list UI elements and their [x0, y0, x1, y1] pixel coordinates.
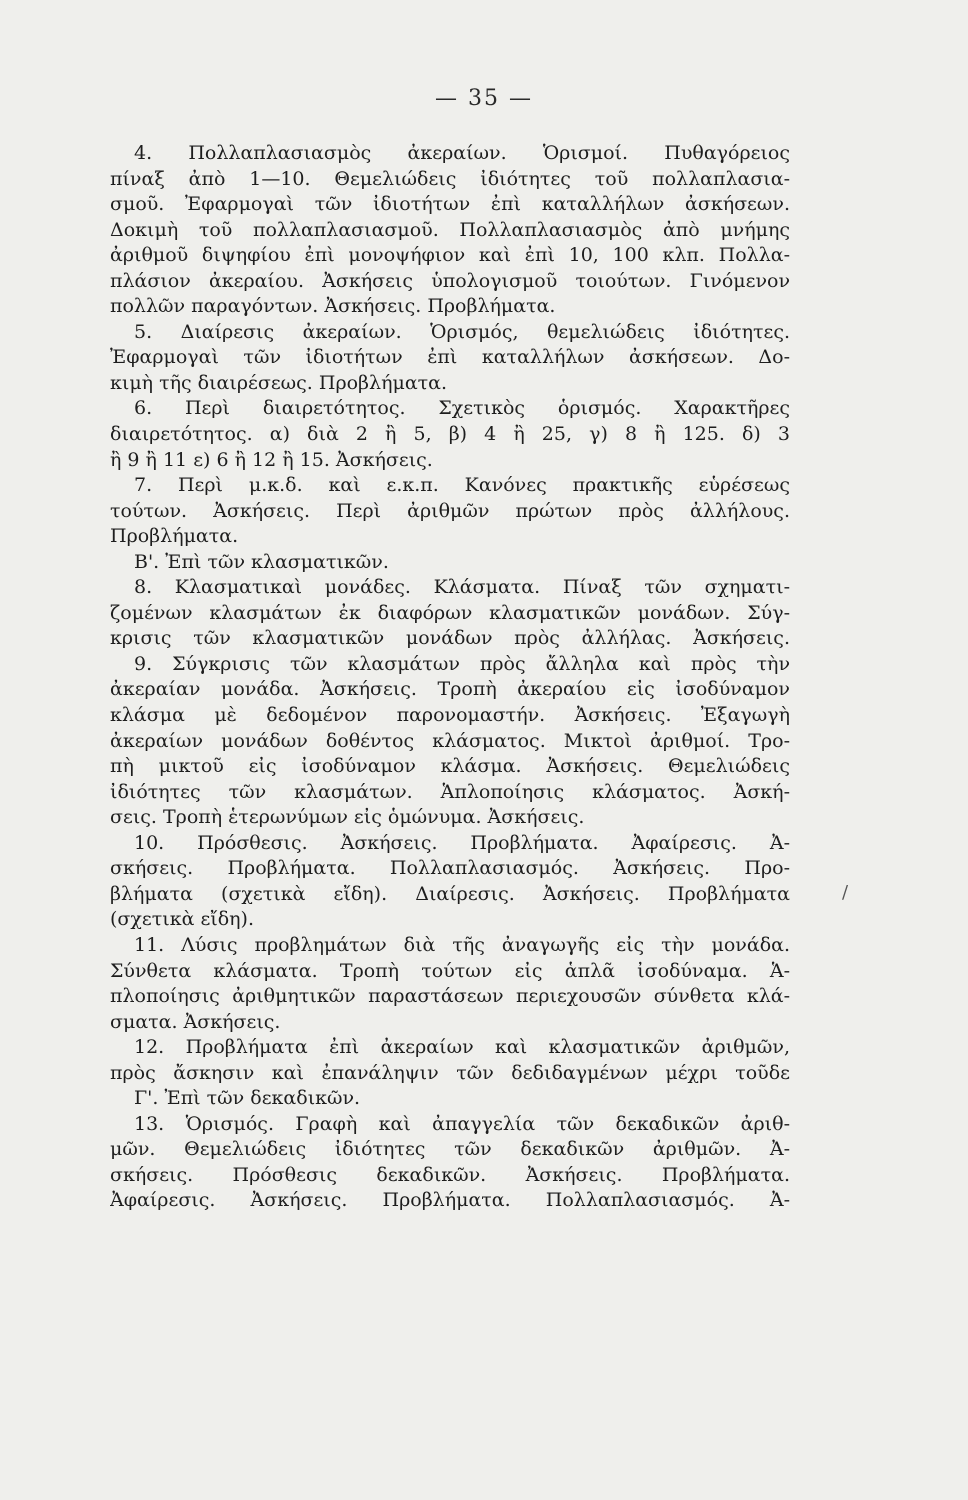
text-line: Προβλήματα.: [110, 525, 239, 548]
text-line: πλοποίησις ἀριθμητικῶν παραστάσεων περιεχουσῶν σύνθετα κλά-: [110, 985, 790, 1008]
text-line: 10. Πρόσθεσις. Ἀσκήσεις. Προβλήματα. Ἀφαίρεσις. Ἀ-: [134, 831, 790, 854]
text-line: πολλῶν παραγόντων. Ἀσκήσεις. Προβλήματα.: [110, 295, 556, 318]
margin-mark: /: [842, 882, 849, 903]
text-line: 8. Κλασματικαὶ μονάδες. Κλάσματα. Πίναξ τῶν σχηματι-: [134, 576, 790, 599]
text-line: 13. Ὁρισμός. Γραφὴ καὶ ἀπαγγελία τῶν δεκαδικῶν ἀριθ-: [134, 1112, 790, 1135]
text-line: Β'. Ἐπὶ τῶν κλασματικῶν.: [134, 550, 389, 573]
text-line: κρισις τῶν κλασματικῶν μονάδων πρὸς ἀλλήλας. Ἀσκήσεις.: [110, 627, 790, 650]
text-line: μῶν. Θεμελιώδεις ἰδιότητες τῶν δεκαδικῶν ἀριθμῶν. Ἀ-: [110, 1138, 790, 1161]
text-line: ἀκεραίαν μονάδα. Ἀσκήσεις. Τροπὴ ἀκεραίου εἰς ἰσοδύναμον: [110, 678, 790, 701]
text-line: πὴ μικτοῦ εἰς ἰσοδύναμον κλάσμα. Ἀσκήσεις. Θεμελιώδεις: [110, 755, 790, 778]
text-line: Γ'. Ἐπὶ τῶν δεκαδικῶν.: [134, 1087, 361, 1110]
text-line: ἰδιότητες τῶν κλασμάτων. Ἁπλοποίησις κλάσματος. Ἀσκή-: [110, 780, 790, 803]
text-line: ἢ 9 ἢ 11 ε) 6 ἢ 12 ἢ 15. Ἀσκήσεις.: [110, 448, 433, 471]
text-line: ἀριθμοῦ διψηφίου ἐπὶ μονοψήφιον καὶ ἐπὶ 10, 100 κλπ. Πολλα-: [110, 244, 790, 267]
text-line: 11. Λύσις προβλημάτων διὰ τῆς ἀναγωγῆς εἰς τὴν μονάδα.: [134, 933, 790, 956]
text-line: 4. Πολλαπλασιασμὸς ἀκεραίων. Ὁρισμοί. Πυθαγόρειος: [134, 142, 790, 164]
text-line: Ἀφαίρεσις. Ἀσκήσεις. Προβλήματα. Πολλαπλασιασμός. Ἀ-: [110, 1189, 790, 1212]
text-line: σματα. Ἀσκήσεις.: [110, 1010, 281, 1033]
text-line: 9. Σύγκρισις τῶν κλασμάτων πρὸς ἄλληλα καὶ πρὸς τὴν: [134, 652, 790, 675]
text-line: σκήσεις. Προβλήματα. Πολλαπλασιασμός. Ἀσκήσεις. Προ-: [110, 857, 790, 880]
text-line: πλάσιον ἀκεραίου. Ἀσκήσεις ὑπολογισμοῦ τοιούτων. Γινόμενον: [110, 269, 790, 292]
page-number: — 35 —: [435, 86, 533, 111]
text-line: κλάσμα μὲ δεδομένον παρονομαστήν. Ἀσκήσεις. Ἐξαγωγὴ: [110, 704, 790, 727]
text-line: 7. Περὶ μ.κ.δ. καὶ ε.κ.π. Κανόνες πρακτικῆς εὑρέσεως: [134, 474, 790, 497]
text-line: (σχετικὰ εἴδη).: [110, 908, 255, 931]
text-line: κιμὴ τῆς διαιρέσεως. Προβλήματα.: [110, 371, 448, 394]
text-line: σεις. Τροπὴ ἑτερωνύμων εἰς ὁμώνυμα. Ἀσκήσεις.: [110, 806, 585, 829]
text-line: διαιρετότητος. α) διὰ 2 ἢ 5, β) 4 ἢ 25, γ) 8 ἢ 125. δ) 3: [110, 423, 790, 446]
text-line: τούτων. Ἀσκήσεις. Περὶ ἀριθμῶν πρώτων πρὸς ἀλλήλους.: [110, 499, 790, 522]
text-line: 12. Προβλήματα ἐπὶ ἀκεραίων καὶ κλασματικῶν ἀριθμῶν,: [134, 1036, 790, 1059]
text-line: σμοῦ. Ἐφαρμογαὶ τῶν ἰδιοτήτων ἐπὶ καταλλήλων ἀσκήσεων.: [110, 193, 790, 216]
text-line: σκήσεις. Πρόσθεσις δεκαδικῶν. Ἀσκήσεις. Προβλήματα.: [110, 1163, 790, 1186]
text-line: ζομένων κλασμάτων ἐκ διαφόρων κλασματικῶν μονάδων. Σύγ-: [110, 601, 790, 624]
text-line: 5. Διαίρεσις ἀκεραίων. Ὁρισμός, θεμελιώδεις ἰδιότητες.: [134, 320, 790, 343]
text-line: πίναξ ἀπὸ 1—10. Θεμελιώδεις ἰδιότητες τοῦ πολλαπλασια-: [110, 167, 790, 190]
text-line: Σύνθετα κλάσματα. Τροπὴ τούτων εἰς ἁπλᾶ ἰσοδύναμα. Ἁ-: [110, 959, 790, 982]
body-text: [110, 141, 790, 1214]
text-line: 6. Περὶ διαιρετότητος. Σχετικὸς ὁρισμός. Χαρακτῆρες: [134, 397, 790, 420]
text-line: βλήματα (σχετικὰ εἴδη). Διαίρεσις. Ἀσκήσεις. Προβλήματα: [110, 882, 790, 905]
text-line: Ἐφαρμογαὶ τῶν ἰδιοτήτων ἐπὶ καταλλήλων ἀσκήσεων. Δο-: [110, 346, 790, 369]
text-line: ἀκεραίων μονάδων δοθέντος κλάσματος. Μικτοὶ ἀριθμοί. Τρο-: [110, 729, 790, 752]
text-line: πρὸς ἄσκησιν καὶ ἐπανάληψιν τῶν δεδιδαγμένων μέχρι τοῦδε: [110, 1061, 790, 1084]
text-line: Δοκιμὴ τοῦ πολλαπλασιασμοῦ. Πολλαπλασιασμὸς ἀπὸ μνήμης: [110, 218, 790, 241]
